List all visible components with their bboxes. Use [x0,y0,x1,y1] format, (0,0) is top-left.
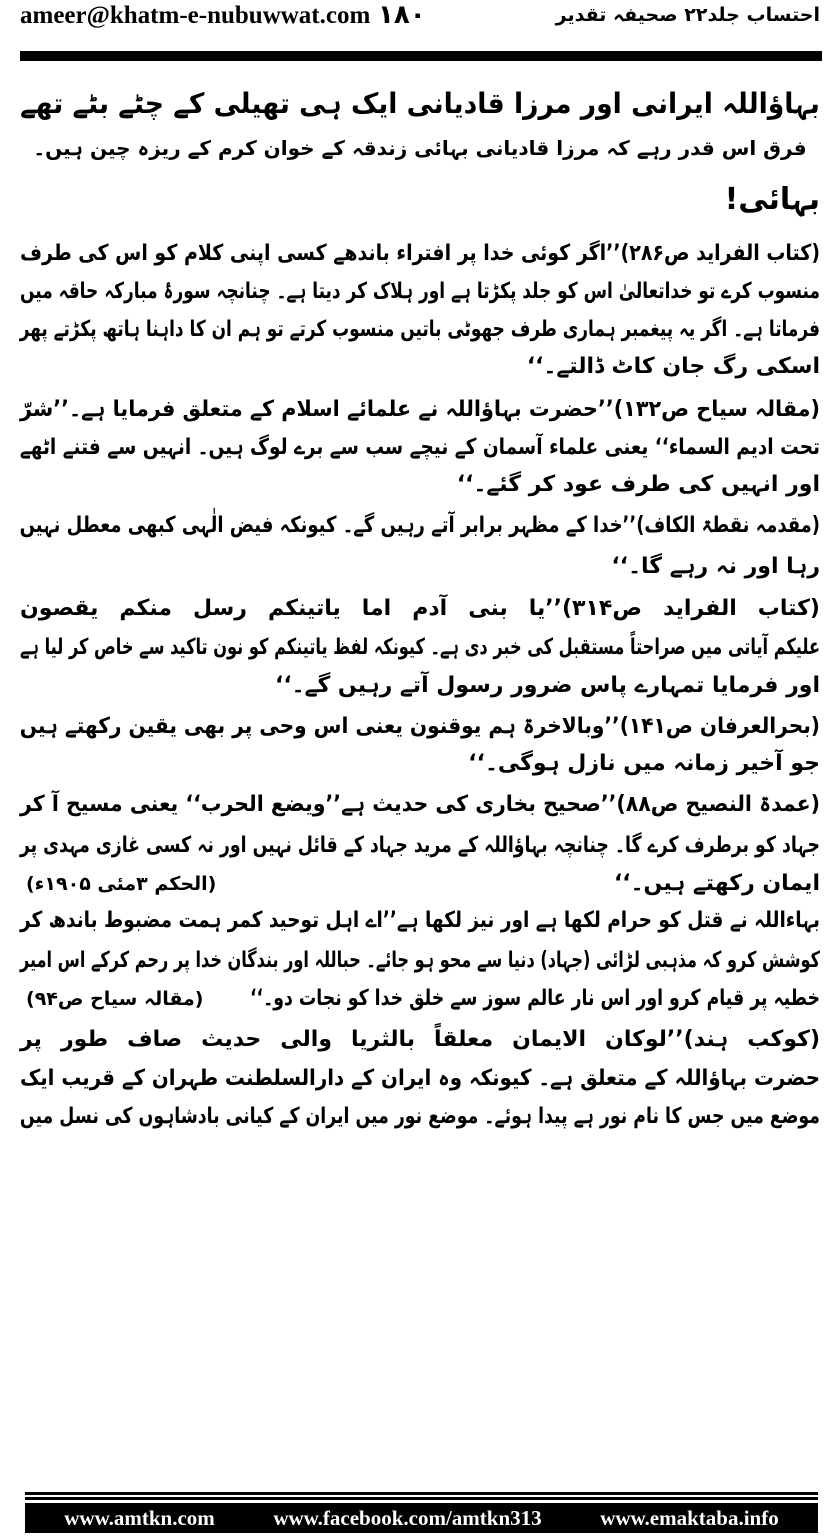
paragraph-line: جو آخیر زمانہ میں نازل ہوگی۔‘‘ [468,751,820,776]
footer-rule [25,1492,818,1495]
paragraph-line: فرماتا ہے۔ اگر یہ پیغمبر ہماری طرف جھوٹی باتیں منسوب کرتے تو ہم ان کا داہنا ہاتھ پکڑتے پھر [19,317,820,342]
page-title: بہاؤاللہ ایرانی اور مرزا قادیانی ایک ہی تھیلی کے چٹے بٹے تھے [20,87,820,120]
citation: (مقالہ سیاح ص۹۴) [26,988,204,1010]
footer-link-amtkn[interactable]: www.amtkn.com [64,1505,215,1530]
paragraph-line: منسوب کرے تو خداتعالیٰ اس کو جلد پکڑتا ہے اور ہلاک کر دیتا ہے۔ چنانچہ سورۂ مبارکہ حاقہ میں [20,279,820,304]
paragraph-line: ایمان رکھتے ہیں۔‘‘ [613,871,820,896]
footer-link-facebook[interactable]: www.facebook.com/amtkn313 [273,1505,542,1530]
paragraph-line: (کتاب الفراید ص۳۱۴)’’یا بنی آدم اما یاتینکم رسل منکم یقصون [20,596,820,621]
paragraph-line: (مقالہ سیاح ص۱۳۲)’’حضرت بہاؤاللہ نے علمائے اسلام کے متعلق فرمایا ہے۔’’شرّ [19,397,820,422]
citation: (الحکم ۳مئی ۱۹۰۵ء) [26,873,217,895]
footer-rule [25,1497,818,1500]
footer-link-emaktaba[interactable]: www.emaktaba.info [600,1505,779,1530]
paragraph-line: اور انہیں کی طرف عود کر گئے۔‘‘ [456,472,820,497]
paragraph-line: تحت ادیم السماء‘‘ یعنی علماء آسمان کے نیچے سب سے برے لوگ ہیں۔ انہیں سے فتنے اٹھے [19,435,820,460]
subtitle: فرق اس قدر رہے کہ مرزا قادیانی بہائی زندقہ کے خوان کرم کے ریزہ چین ہیں۔ [33,136,807,160]
paragraph-line: اور فرمایا تمہارے پاس ضرور رسول آتے رہیں گے۔‘‘ [274,673,820,698]
paragraph-line: (کوکب ہند)’’لوکان الایمان معلقاً بالثریا والی حدیث صاف طور پر [20,1027,820,1052]
header-email: ameer@khatm-e-nubuwwat.com [20,2,371,29]
paragraph-line: علیکم آیاتی میں صراحتاً مستقبل کی خبر دی ہے۔ کیونکہ لفظ یاتینکم کو نون تاکید سے خاص کر لیا ہے [20,635,820,660]
paragraph-line: (بحرالعرفان ص۱۴۱)’’وبالاخرۃ ہم یوقنون یعنی اس وحی پر بھی یقین رکھتے ہیں [19,714,820,739]
paragraph-line: اسکی رگ جان کاٹ ڈالتے۔‘‘ [526,354,820,379]
paragraph-line: (عمدۃ النصیح ص۸۸)’’صحیح بخاری کی حدیث ہے’’ویضع الحرب‘‘ یعنی مسیح آ کر [20,792,821,817]
paragraph-line: (مقدمہ نقطۃ الکاف)’’خدا کے مظہر برابر آتے رہیں گے۔ کیونکہ فیض الٰہی کبھی معطل نہیں [19,513,821,538]
paragraph-line: کوشش کرو کہ مذہبی لڑائی (جہاد) دنیا سے محو ہو جائے۔ حباللہ اور بندگان خدا پر رحم کرکے اس امیر [20,948,820,973]
paragraph-line: جہاد کو برطرف کرے گا۔ چنانچہ بہاؤاللہ کے مرید جہاد کے قائل نہیں اور نہ کسی غازی مہدی پر [19,833,821,858]
footer-bar [25,1503,818,1533]
page-number: ۱۸۰ [378,0,426,30]
paragraph-line: خطیہ پر قیام کرو اور اس نار عالم سوز سے خلق خدا کو نجات دو۔‘‘ [249,986,820,1011]
header-rule [20,51,822,61]
paragraph-line: حضرت بہاؤاللہ کے متعلق ہے۔ کیونکہ وہ ایران کے دارالسلطنت طہران کے قریب ایک [19,1066,820,1091]
paragraph-line: رہا اور نہ رہے گا۔‘‘ [611,554,820,579]
paragraph-line: موضع میں جس کا نام نور ہے پیدا ہوئے۔ موضع نور میں ایران کے کیانی بادشاہوں کی نسل میں [19,1104,821,1129]
book-title: احتساب جلد۲۲ صحیفہ تقدیر [555,4,820,26]
paragraph-line: بہاءاللہ نے قتل کو حرام لکھا ہے اور نیز لکھا ہے’’اے اہل توحید کمر ہمت مضبوط باندھ کر [19,908,820,933]
paragraph-line: (کتاب الفراید ص۲۸۶)’’اگر کوئی خدا پر افتراء باندھے کسی اپنی کلام کو اس کی طرف [20,241,820,266]
section-heading: بہائی! [724,182,820,217]
